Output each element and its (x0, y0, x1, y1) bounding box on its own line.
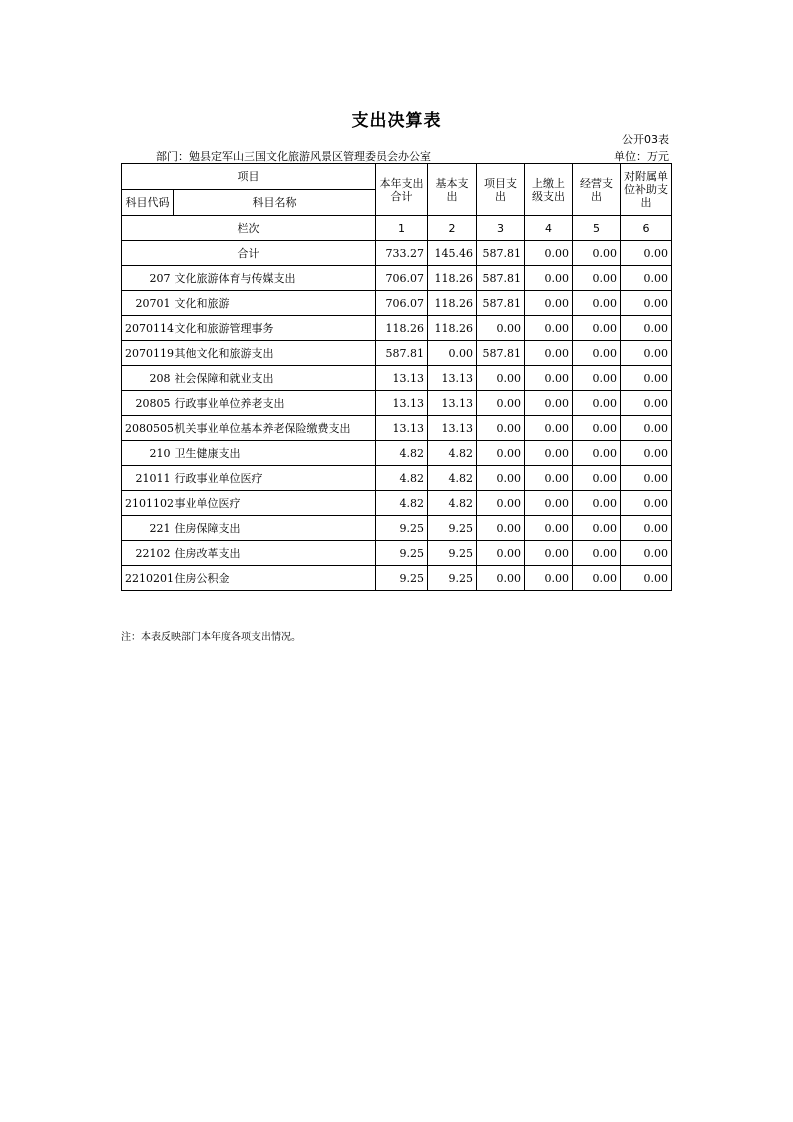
amount-cell: 0.00 (573, 566, 621, 591)
header-col5: 经营支出 (573, 164, 621, 216)
amount-cell: 0.00 (621, 341, 672, 366)
subject-code: 210 (122, 441, 174, 466)
table-row (122, 516, 672, 541)
subject-name: 行政事业单位医疗 (174, 466, 376, 491)
table-row (122, 566, 672, 591)
amount-cell: 0.00 (525, 391, 573, 416)
amount-cell: 0.00 (573, 391, 621, 416)
amount-cell: 13.13 (376, 391, 428, 416)
column-number-row (122, 216, 672, 241)
amount-cell: 9.25 (428, 516, 477, 541)
subject-name: 其他文化和旅游支出 (174, 341, 376, 366)
header-row (122, 164, 672, 190)
amount-cell: 9.25 (376, 516, 428, 541)
amount-cell: 706.07 (376, 291, 428, 316)
amount-cell: 0.00 (573, 266, 621, 291)
col-number: 3 (477, 216, 525, 241)
amount-cell: 587.81 (477, 266, 525, 291)
amount-cell: 0.00 (621, 441, 672, 466)
amount-cell: 9.25 (428, 541, 477, 566)
amount-cell: 0.00 (621, 466, 672, 491)
total-value: 733.27 (376, 241, 428, 266)
amount-cell: 0.00 (477, 441, 525, 466)
table-row (122, 366, 672, 391)
subject-code: 2101102 (122, 491, 174, 516)
amount-cell: 4.82 (376, 491, 428, 516)
subject-name: 文化和旅游管理事务 (174, 316, 376, 341)
amount-cell: 0.00 (477, 391, 525, 416)
amount-cell: 0.00 (477, 541, 525, 566)
subject-name: 事业单位医疗 (174, 491, 376, 516)
footnote: 注：本表反映部门本年度各项支出情况。 (121, 632, 301, 643)
amount-cell: 587.81 (477, 291, 525, 316)
subject-code: 20805 (122, 391, 174, 416)
amount-cell: 0.00 (525, 416, 573, 441)
amount-cell: 0.00 (525, 266, 573, 291)
header-col3: 项目支出 (477, 164, 525, 216)
amount-cell: 0.00 (573, 416, 621, 441)
col-number: 2 (428, 216, 477, 241)
table-row (122, 441, 672, 466)
amount-cell: 0.00 (573, 466, 621, 491)
amount-cell: 0.00 (573, 441, 621, 466)
amount-cell: 0.00 (477, 466, 525, 491)
amount-cell: 0.00 (477, 491, 525, 516)
table-row (122, 466, 672, 491)
amount-cell: 118.26 (428, 291, 477, 316)
header-col4: 上缴上级支出 (525, 164, 573, 216)
table-row (122, 316, 672, 341)
header-col6: 对附属单位补助支出 (621, 164, 672, 216)
subject-code: 22102 (122, 541, 174, 566)
subject-name: 文化和旅游 (174, 291, 376, 316)
amount-cell: 0.00 (525, 316, 573, 341)
amount-cell: 0.00 (621, 266, 672, 291)
amount-cell: 0.00 (621, 541, 672, 566)
subject-code: 2070119 (122, 341, 174, 366)
table-row (122, 391, 672, 416)
subject-name: 卫生健康支出 (174, 441, 376, 466)
table-row (122, 416, 672, 441)
amount-cell: 0.00 (525, 491, 573, 516)
header-item: 项目 (122, 164, 376, 190)
col-number: 1 (376, 216, 428, 241)
amount-cell: 0.00 (573, 491, 621, 516)
department-label: 部门：勉县定军山三国文化旅游风景区管理委员会办公室 (156, 150, 431, 163)
total-value: 145.46 (428, 241, 477, 266)
amount-cell: 0.00 (573, 316, 621, 341)
amount-cell: 4.82 (376, 441, 428, 466)
header-col1: 本年支出合计 (376, 164, 428, 216)
amount-cell: 4.82 (428, 466, 477, 491)
total-row (122, 241, 672, 266)
subject-code: 221 (122, 516, 174, 541)
amount-cell: 0.00 (525, 291, 573, 316)
subject-code: 21011 (122, 466, 174, 491)
amount-cell: 118.26 (376, 316, 428, 341)
amount-cell: 9.25 (376, 566, 428, 591)
total-value: 0.00 (573, 241, 621, 266)
amount-cell: 0.00 (573, 341, 621, 366)
header-code: 科目代码 (122, 190, 174, 216)
subject-code: 2210201 (122, 566, 174, 591)
subject-code: 2080505 (122, 416, 174, 441)
amount-cell: 0.00 (621, 516, 672, 541)
row-label: 栏次 (122, 216, 376, 241)
amount-cell: 13.13 (428, 416, 477, 441)
amount-cell: 0.00 (621, 416, 672, 441)
amount-cell: 0.00 (621, 491, 672, 516)
amount-cell: 0.00 (573, 516, 621, 541)
table-row (122, 341, 672, 366)
col-number: 4 (525, 216, 573, 241)
amount-cell: 0.00 (621, 566, 672, 591)
amount-cell: 0.00 (573, 366, 621, 391)
subject-code: 20701 (122, 291, 174, 316)
subject-name: 社会保障和就业支出 (174, 366, 376, 391)
amount-cell: 0.00 (573, 291, 621, 316)
amount-cell: 0.00 (477, 516, 525, 541)
amount-cell: 4.82 (376, 466, 428, 491)
amount-cell: 0.00 (621, 316, 672, 341)
total-label: 合计 (122, 241, 376, 266)
subject-name: 住房保障支出 (174, 516, 376, 541)
amount-cell: 13.13 (428, 366, 477, 391)
col-number: 6 (621, 216, 672, 241)
amount-cell: 587.81 (477, 341, 525, 366)
table-row (122, 541, 672, 566)
table-row (122, 266, 672, 291)
amount-cell: 13.13 (376, 416, 428, 441)
table-row (122, 291, 672, 316)
subject-name: 文化旅游体育与传媒支出 (174, 266, 376, 291)
amount-cell: 0.00 (525, 341, 573, 366)
unit-label: 单位：万元 (614, 150, 669, 163)
expenditure-table (121, 163, 672, 591)
page-title: 支出决算表 (351, 111, 442, 131)
amount-cell: 0.00 (621, 291, 672, 316)
amount-cell: 706.07 (376, 266, 428, 291)
amount-cell: 0.00 (621, 366, 672, 391)
amount-cell: 0.00 (573, 541, 621, 566)
amount-cell: 0.00 (621, 391, 672, 416)
subject-name: 机关事业单位基本养老保险缴费支出 (174, 416, 376, 441)
amount-cell: 0.00 (477, 316, 525, 341)
amount-cell: 118.26 (428, 316, 477, 341)
amount-cell: 587.81 (376, 341, 428, 366)
amount-cell: 0.00 (477, 566, 525, 591)
total-value: 587.81 (477, 241, 525, 266)
amount-cell: 0.00 (477, 416, 525, 441)
amount-cell: 9.25 (428, 566, 477, 591)
amount-cell: 9.25 (376, 541, 428, 566)
subject-code: 2070114 (122, 316, 174, 341)
subject-name: 住房改革支出 (174, 541, 376, 566)
header-name: 科目名称 (174, 190, 376, 216)
subject-code: 208 (122, 366, 174, 391)
subject-code: 207 (122, 266, 174, 291)
form-code: 公开03表 (622, 133, 669, 146)
amount-cell: 118.26 (428, 266, 477, 291)
col-number: 5 (573, 216, 621, 241)
header-col2: 基本支出 (428, 164, 477, 216)
amount-cell: 0.00 (525, 566, 573, 591)
amount-cell: 0.00 (525, 441, 573, 466)
amount-cell: 0.00 (525, 366, 573, 391)
subject-name: 住房公积金 (174, 566, 376, 591)
amount-cell: 0.00 (525, 516, 573, 541)
amount-cell: 4.82 (428, 491, 477, 516)
total-value: 0.00 (621, 241, 672, 266)
subject-name: 行政事业单位养老支出 (174, 391, 376, 416)
amount-cell: 13.13 (428, 391, 477, 416)
amount-cell: 0.00 (525, 541, 573, 566)
total-value: 0.00 (525, 241, 573, 266)
amount-cell: 13.13 (376, 366, 428, 391)
amount-cell: 0.00 (477, 366, 525, 391)
amount-cell: 0.00 (525, 466, 573, 491)
amount-cell: 0.00 (428, 341, 477, 366)
amount-cell: 4.82 (428, 441, 477, 466)
table-row (122, 491, 672, 516)
